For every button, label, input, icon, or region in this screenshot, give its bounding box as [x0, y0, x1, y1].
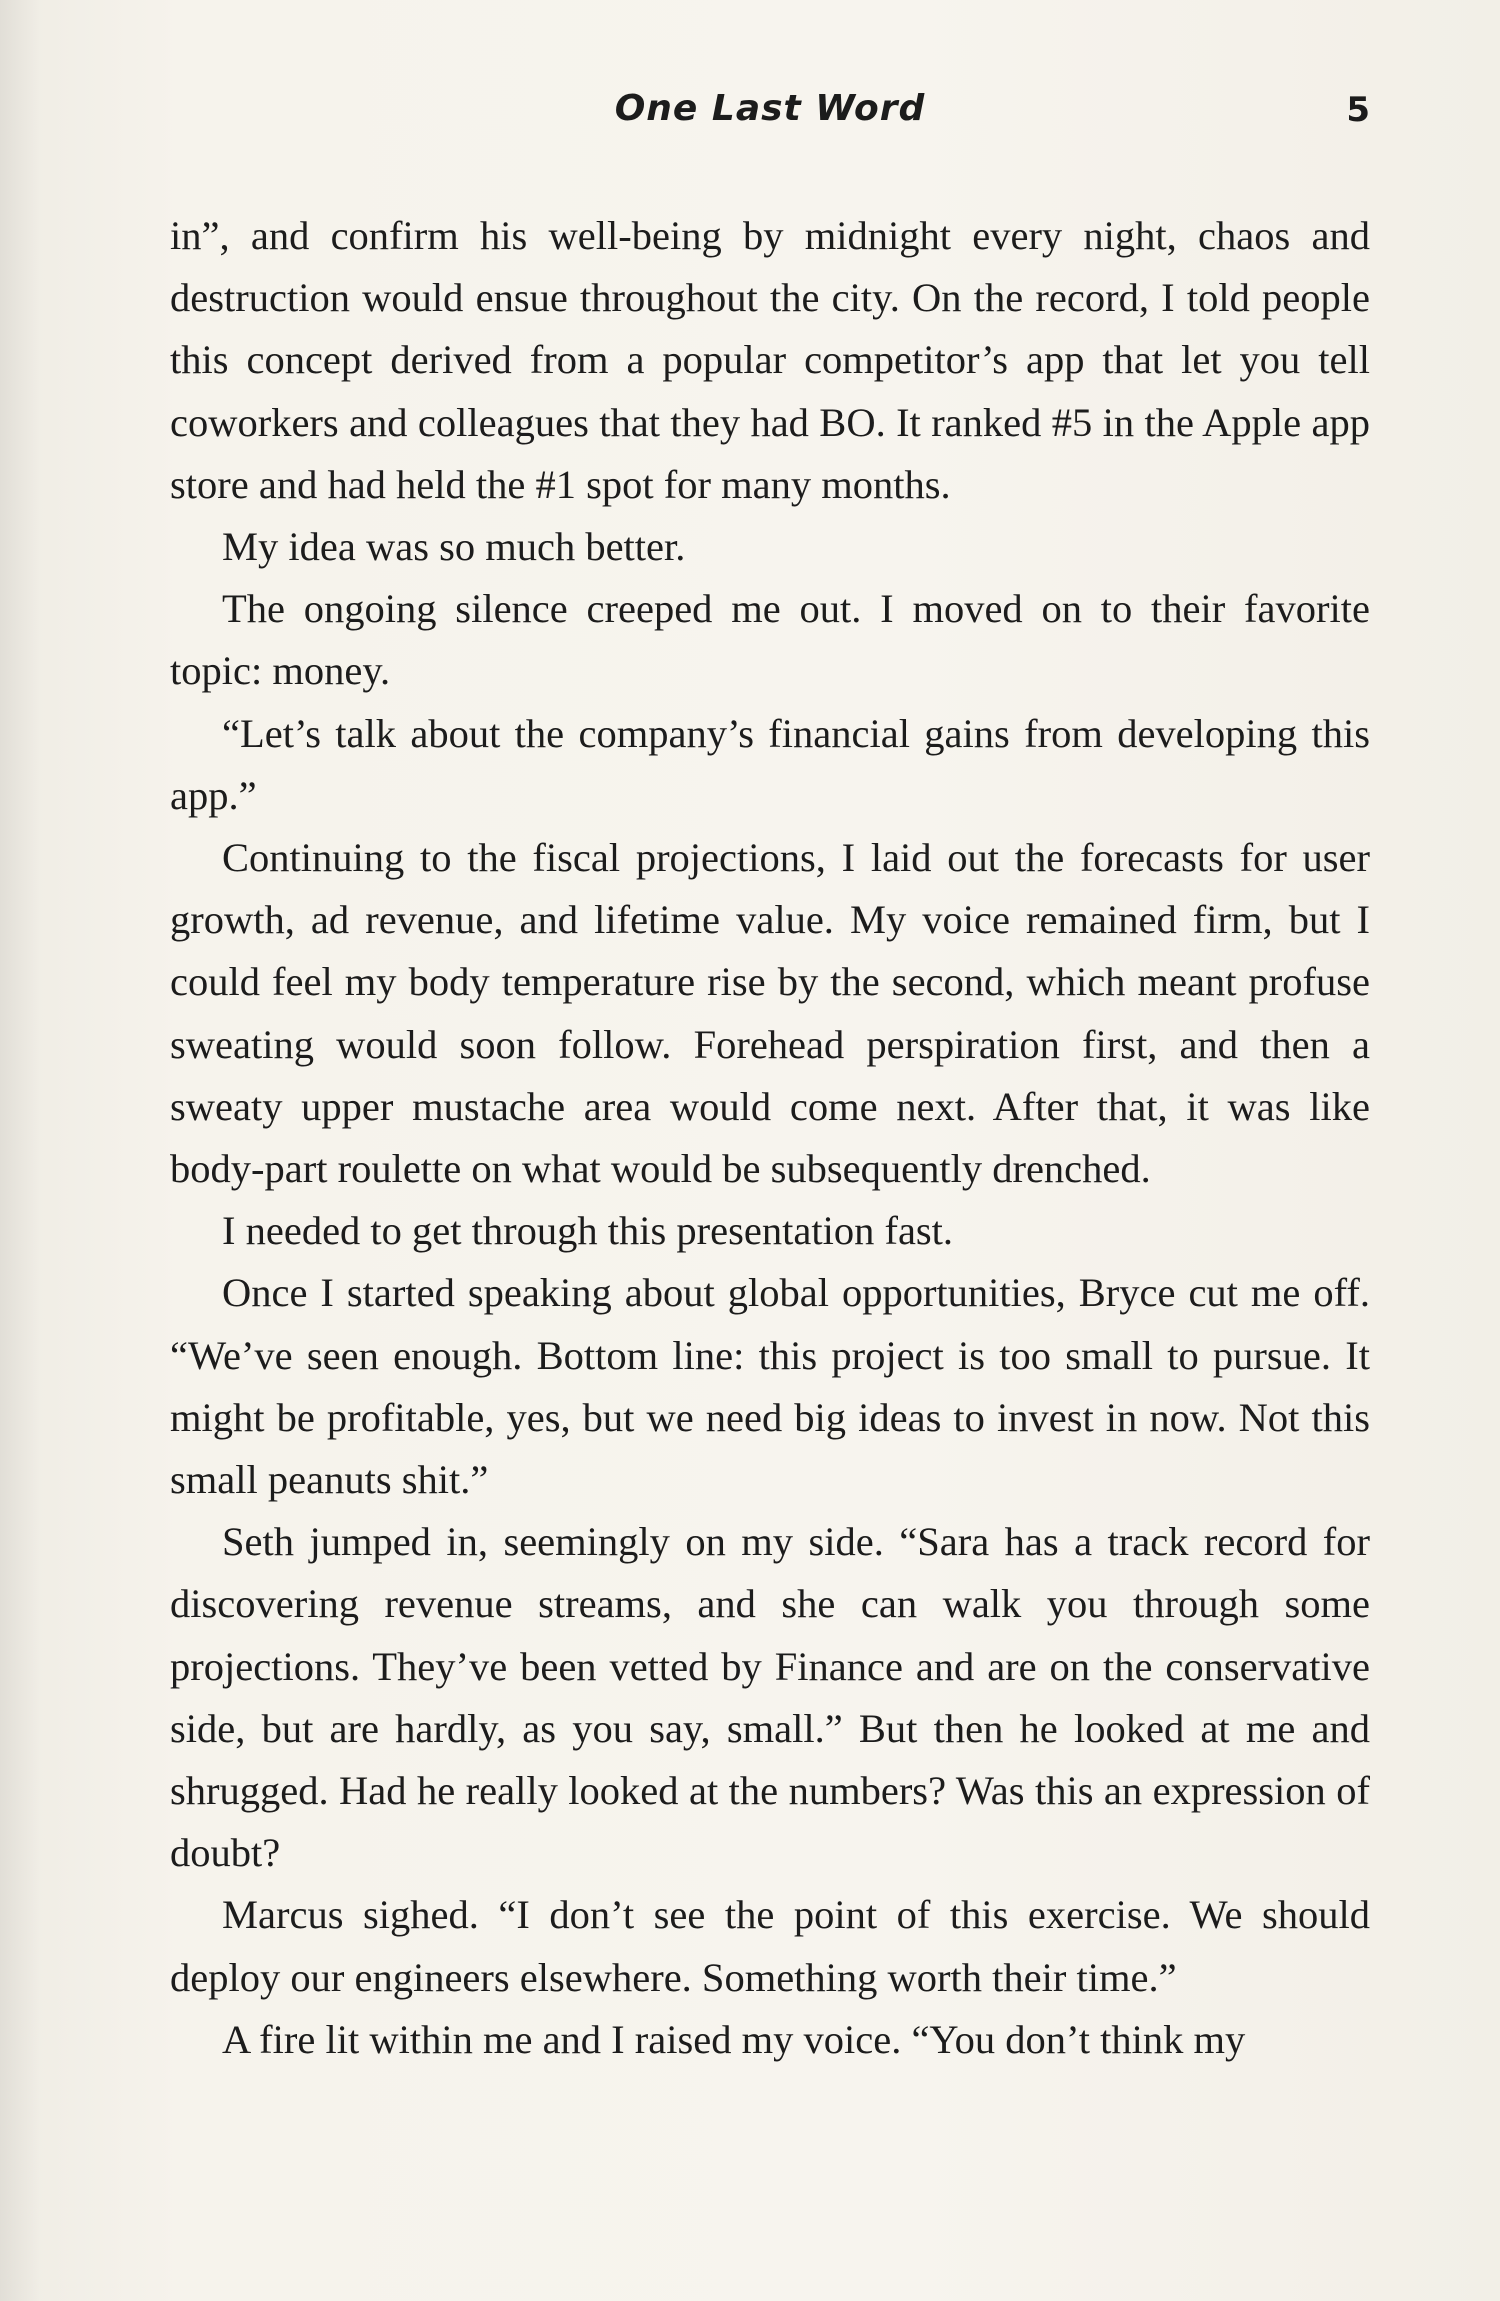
running-header	[170, 88, 1370, 148]
page-number: 5	[1346, 90, 1370, 130]
paragraph: Once I started speaking about global opportunities, Bryce cut me off. “We’ve seen enough. Bottom line: this project is too small to pursue. It might be profitable, yes, but we need big ideas to invest in now. Not this small peanuts shit.”	[170, 1270, 1370, 1503]
paragraph: Continuing to the fiscal projections, I laid out the forecasts for user growth, ad revenue, and lifetime value. My voice remained firm, but I could feel my body temperature rise by the second, which meant profuse sweating would soon follow. Forehead perspiration first, and then a sweaty upper mustache area would come next. After that, it was like body-part roulette on what would be subsequently drenched.	[170, 835, 1370, 1192]
paragraph: “Let’s talk about the company’s financial gains from developing this app.”	[170, 710, 1370, 818]
paragraph: in”, and confirm his well-being by midnight every night, chaos and destruction would ensue throughout the city. On the record, I told people this concept derived from a popular competitor’s app that let you tell coworkers and colleagues that they had BO. It ranked #5 in the Apple app store and had held the #1 spot for many months.	[170, 213, 1370, 507]
paragraph: My idea was so much better.	[222, 524, 686, 570]
book-title: One Last Word	[614, 88, 926, 129]
paragraph: Marcus sighed. “I don’t see the point of this exercise. We should deploy our engineers elsewhere. Something worth their time.”	[170, 1892, 1370, 2000]
paragraph: The ongoing silence creeped me out. I moved on to their favorite topic: money.	[170, 586, 1370, 694]
body-text	[170, 205, 1370, 2071]
paragraph: I needed to get through this presentation fast.	[222, 1208, 954, 1254]
paragraph: Seth jumped in, seemingly on my side. “Sara has a track record for discovering revenue streams, and she can walk you through some projections. They’ve been vetted by Finance and are on the conservative side, but are hardly, as you say, small.” But then he looked at me and shrugged. Had he really looked at the numbers? Was this an expression of doubt?	[170, 1519, 1370, 1876]
page-gutter-shadow	[0, 0, 40, 2301]
paragraph: A fire lit within me and I raised my voice. “You don’t think my	[222, 2016, 1246, 2062]
